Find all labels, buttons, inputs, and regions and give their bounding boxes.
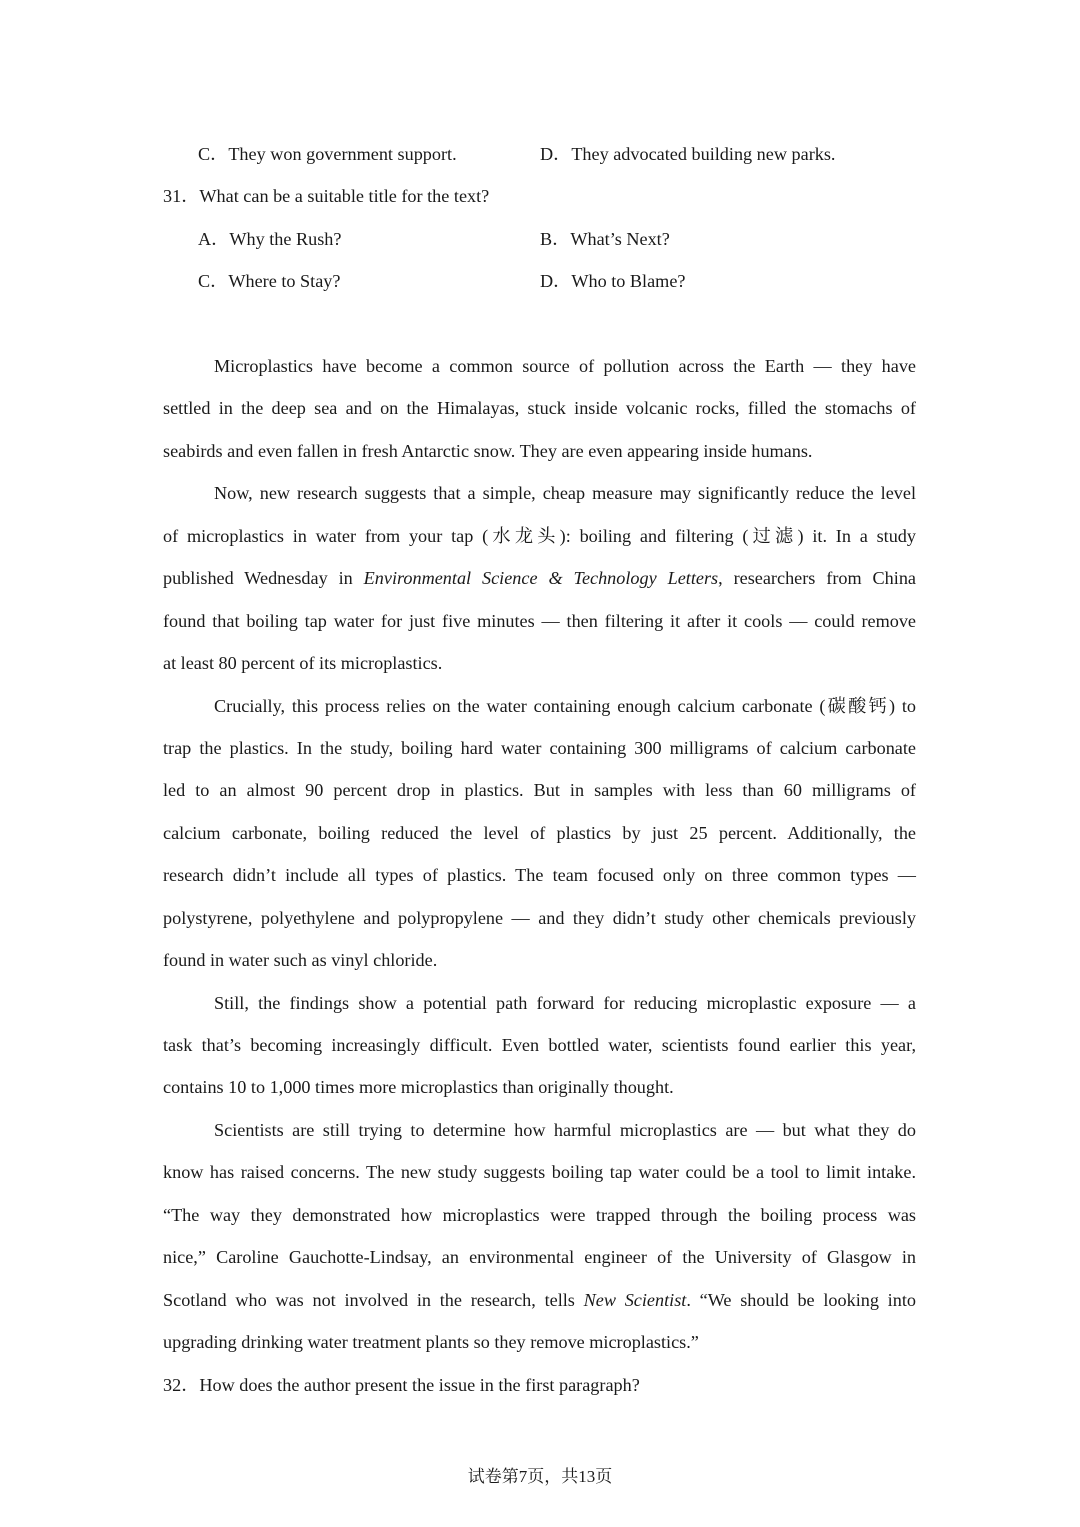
paragraph-line: Crucially, this process relies on the water containing enough calcium carbonate (碳酸钙) to [214, 696, 916, 716]
q32-question: 32．How does the author present the issue in the first paragraph? [163, 1375, 640, 1395]
q31-option-b: B．What’s Next? [540, 229, 670, 249]
text-segment: . “We should be looking into [686, 1290, 916, 1310]
paragraph-line: seabirds and even fallen in fresh Antarctic snow. They are even appearing inside humans. [163, 441, 813, 461]
page-footer: 试卷第7页，共13页 [467, 1467, 613, 1486]
q31-option-c: C．Where to Stay? [198, 271, 341, 291]
paragraph-line: upgrading drinking water treatment plants so they remove microplastics.” [163, 1332, 699, 1352]
paragraph-line: trap the plastics. In the study, boiling hard water containing 300 milligrams of calcium carbonate [163, 738, 916, 758]
paragraph-line: polystyrene, polyethylene and polypropylene — and they didn’t study other chemicals previously [163, 908, 916, 928]
publication-name: New Scientist [583, 1290, 687, 1310]
paragraph-line: calcium carbonate, boiling reduced the level of plastics by just 25 percent. Additionally, the [163, 823, 916, 843]
paragraph-line: Now, new research suggests that a simple, cheap measure may significantly reduce the level [214, 483, 916, 503]
paragraph-line: Scientists are still trying to determine how harmful microplastics are — but what they do [214, 1120, 916, 1140]
q31-option-a: A．Why the Rush? [198, 229, 342, 249]
text-segment: published Wednesday in [163, 568, 353, 588]
paragraph-line: Microplastics have become a common source of pollution across the Earth — they have [214, 356, 916, 376]
text-segment: Scotland who was not involved in the research, tells [163, 1290, 575, 1310]
paragraph-line: contains 10 to 1,000 times more microplastics than originally thought. [163, 1077, 674, 1097]
q30-option-d: D．They advocated building new parks. [540, 144, 836, 164]
text-segment: , researchers from China [718, 568, 916, 588]
paragraph-line [163, 1291, 916, 1309]
paragraph-line: found in water such as vinyl chloride. [163, 950, 438, 970]
paragraph-line: of microplastics in water from your tap (水龙头): boiling and filtering (过滤) it. In a study [163, 526, 916, 546]
q31-option-d: D．Who to Blame? [540, 271, 686, 291]
paragraph-line: at least 80 percent of its microplastics. [163, 653, 443, 673]
paragraph-line: research didn’t include all types of plastics. The team focused only on three common types — [163, 865, 916, 885]
paragraph-line: nice,” Caroline Gauchotte-Lindsay, an environmental engineer of the University of Glasgow in [163, 1247, 916, 1267]
paragraph-line: led to an almost 90 percent drop in plastics. But in samples with less than 60 milligrams of [163, 780, 916, 800]
paragraph-line [163, 569, 916, 587]
paragraph-line: found that boiling tap water for just five minutes — then filtering it after it cools — could remove [163, 611, 916, 631]
q31-question: 31．What can be a suitable title for the text? [163, 186, 490, 206]
paragraph-line: “The way they demonstrated how microplastics were trapped through the boiling process was [163, 1205, 916, 1225]
paragraph-line: know has raised concerns. The new study suggests boiling tap water could be a tool to limit intake. [163, 1162, 916, 1182]
paragraph-line: Still, the findings show a potential path forward for reducing microplastic exposure — a [214, 993, 916, 1013]
paragraph-line: task that’s becoming increasingly difficult. Even bottled water, scientists found earlier this year, [163, 1035, 916, 1055]
journal-name: Environmental Science & Technology Letters [363, 568, 719, 588]
paragraph-line: settled in the deep sea and on the Himalayas, stuck inside volcanic rocks, filled the stomachs of [163, 398, 916, 418]
q30-option-c: C．They won government support. [198, 144, 457, 164]
